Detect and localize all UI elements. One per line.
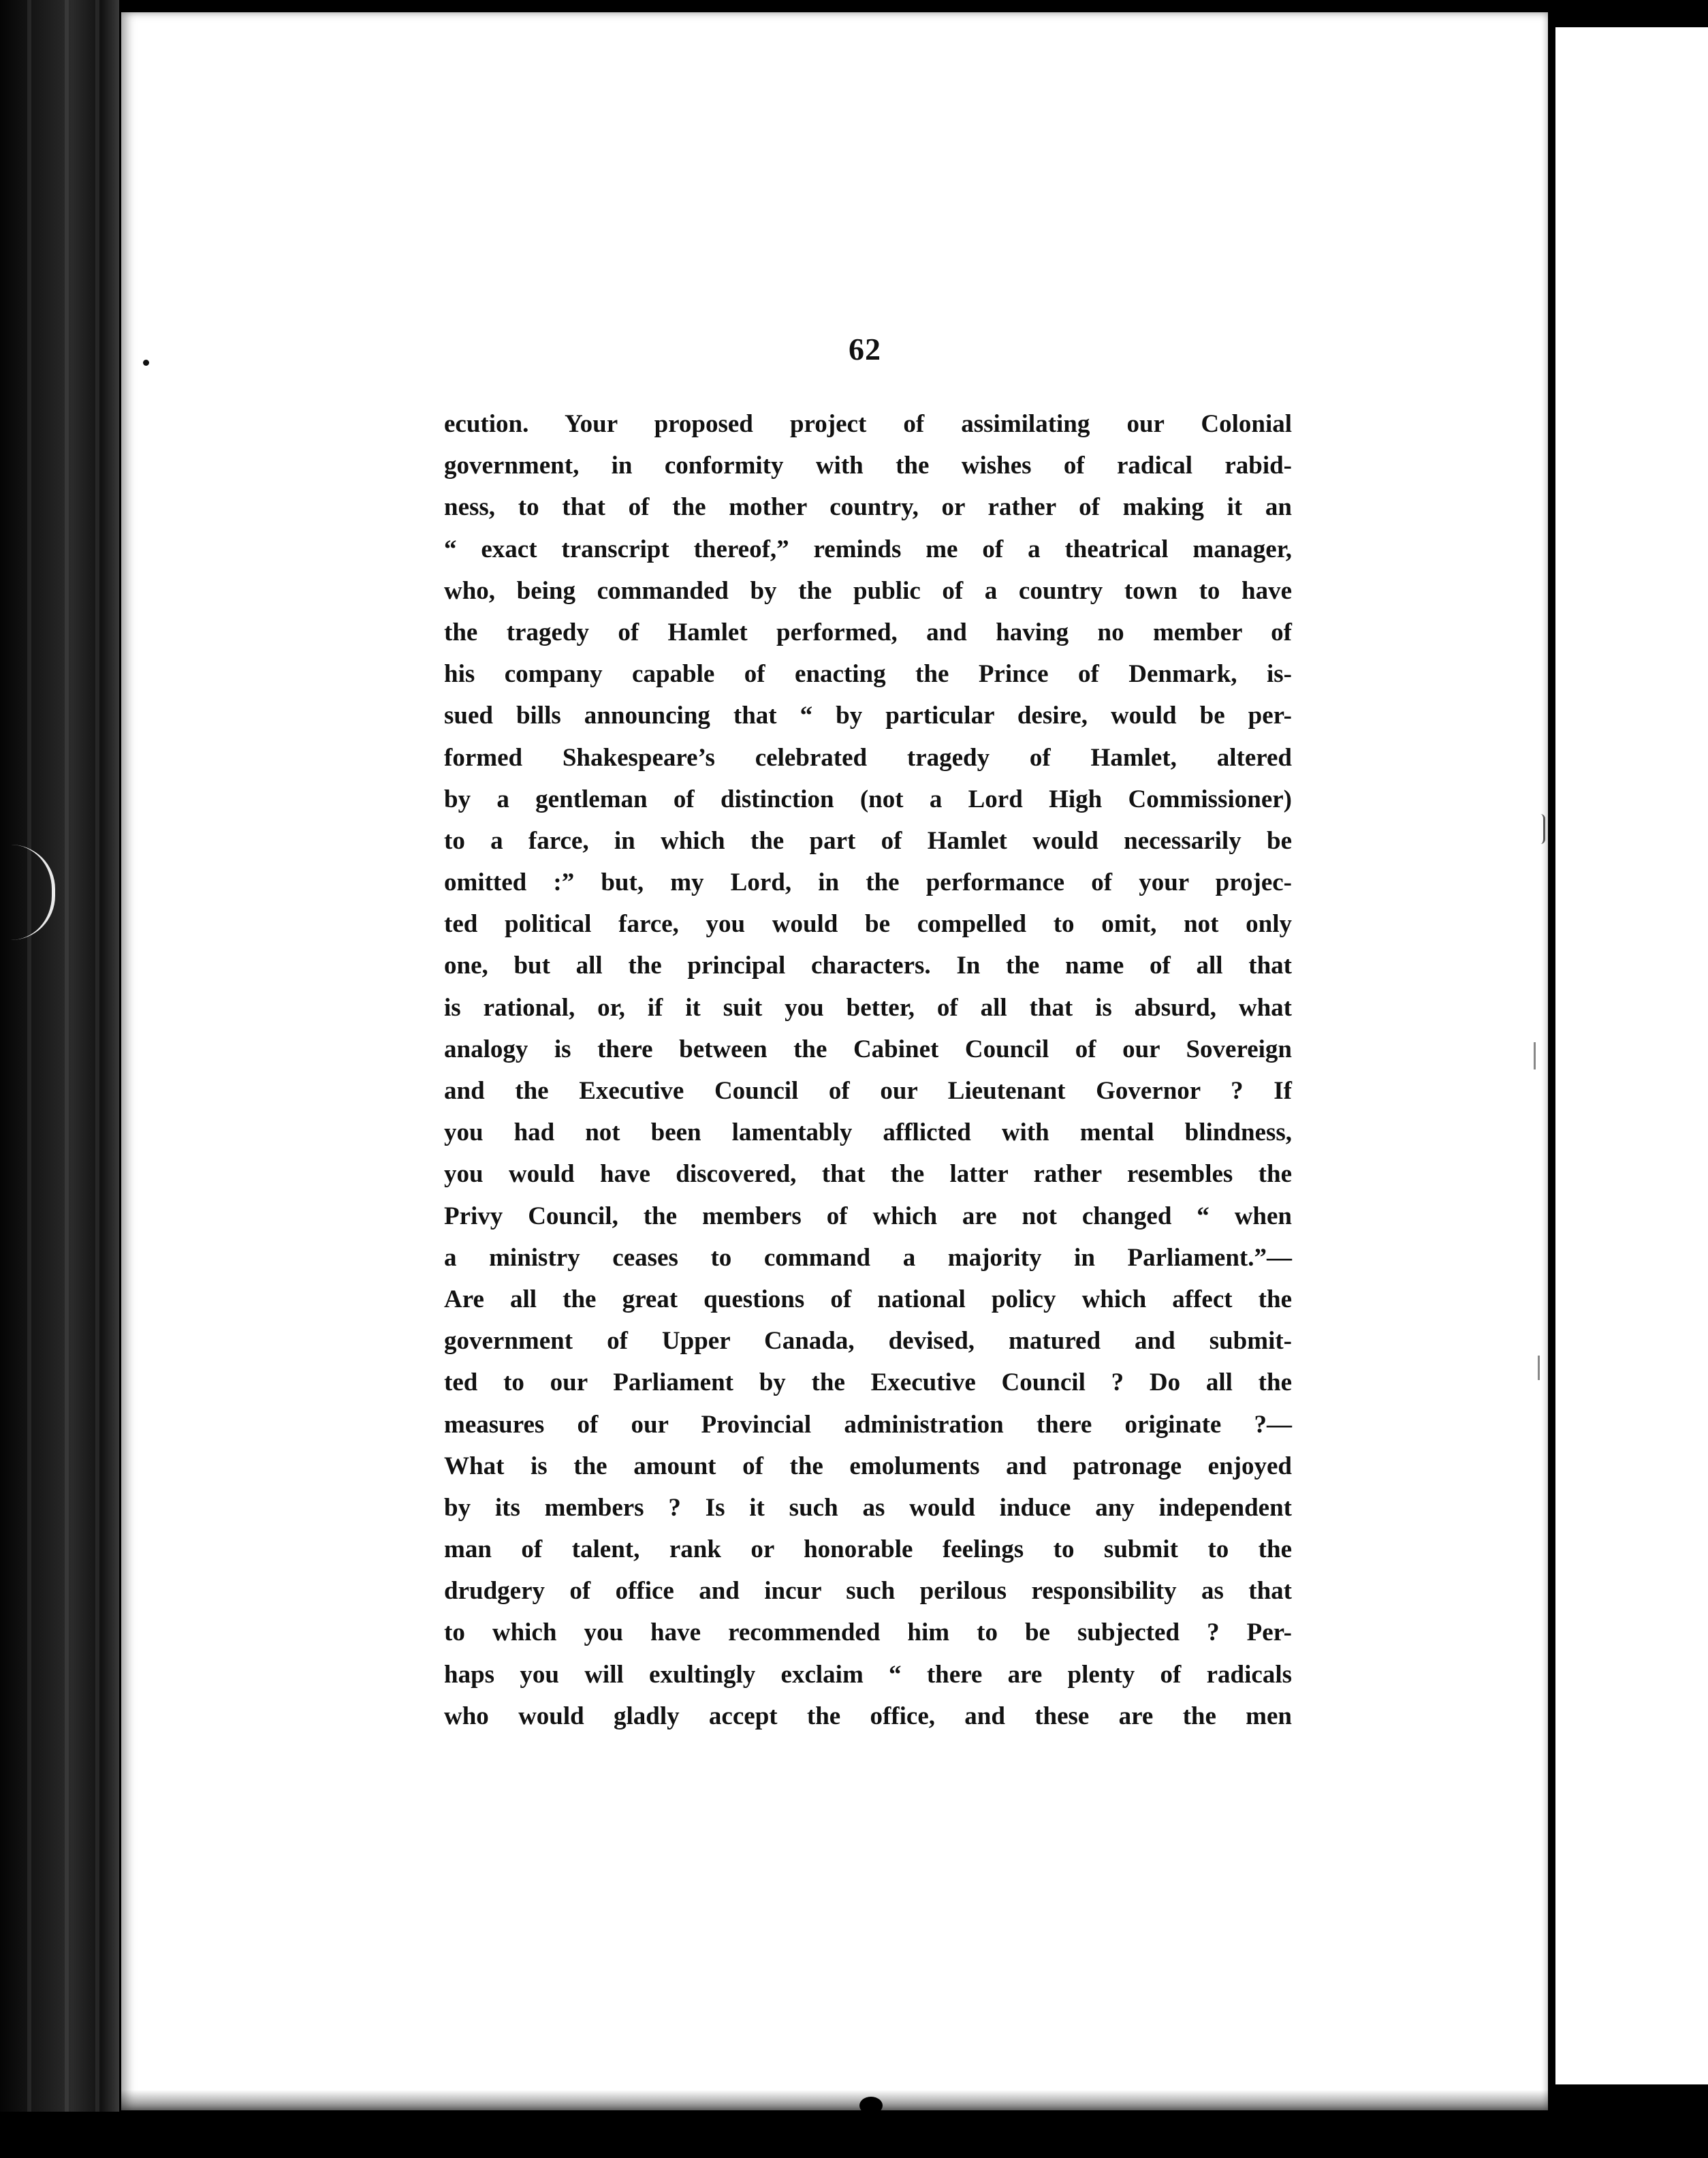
text-line: government of Upper Canada, devised, matured and submit- [444,1327,1292,1356]
text-line: analogy is there between the Cabinet Council of our Sovereign [444,1035,1292,1063]
scan-artifact-tick [1538,1356,1540,1380]
scan-artifact-tick [1534,1042,1536,1069]
text-line: the tragedy of Hamlet performed, and having no member of [444,618,1292,646]
text-line: to a farce, in which the part of Hamlet would necessarily be [444,826,1292,855]
text-line: measures of our Provincial administration there originate ?— [444,1410,1292,1439]
text-line: one, but all the principal characters. In the name of all that [444,952,1292,980]
binding-stripe [65,0,69,2158]
text-line: “ exact transcript thereof,” reminds me of a theatrical manager, [444,535,1292,563]
text-line: haps you will exultingly exclaim “ there are plenty of radicals [444,1660,1292,1689]
text-line: by a gentleman of distinction (not a Lord High Commissioner) [444,785,1292,813]
text-line: and the Executive Council of our Lieutenant Governor ? If [444,1077,1292,1105]
text-line: you would have discovered, that the latter rather resembles the [444,1160,1292,1189]
text-line: sued bills announcing that “ by particular desire, would be per- [444,702,1292,730]
text-line: formed Shakespeare’s celebrated tragedy of Hamlet, altered [444,743,1292,772]
text-line: his company capable of enacting the Prince of Denmark, is- [444,660,1292,689]
scan-bottom-border [0,2112,1708,2158]
page-number: 62 [849,332,881,366]
text-line: Are all the great questions of national policy which affect the [444,1285,1292,1313]
text-line: who, being commanded by the public of a country town to have [444,576,1292,605]
adjacent-page-edge [1555,27,1708,2084]
text-line: ted to our Parliament by the Executive Council ? Do all the [444,1369,1292,1397]
binding-stripe [95,0,99,2158]
scan-artifact-bracket-right [1540,814,1545,844]
book-binding-edge [0,0,119,2158]
text-line: to which you have recommended him to be subjected ? Per- [444,1618,1292,1647]
text-line: who would gladly accept the office, and these are the men [444,1702,1292,1730]
text-line: you had not been lamentably afflicted with mental blindness, [444,1119,1292,1147]
text-line: ted political farce, you would be compelled to omit, not only [444,910,1292,939]
text-line: Privy Council, the members of which are not changed “ when [444,1202,1292,1230]
text-line: government, in conformity with the wishes of radical rabid- [444,452,1292,480]
text-line: ness, to that of the mother country, or rather of making it an [444,493,1292,522]
margin-dot [143,360,149,366]
text-line: is rational, or, if it suit you better, of all that is absurd, what [444,993,1292,1022]
text-line: What is the amount of the emoluments and patronage enjoyed [444,1452,1292,1480]
text-line: drudgery of office and incur such perilous responsibility as that [444,1577,1292,1606]
text-line: ecution. Your proposed project of assimilating our Colonial [444,410,1292,438]
text-line: by its members ? Is it such as would induce any independent [444,1493,1292,1522]
text-line: omitted :” but, my Lord, in the performance of your projec- [444,869,1292,897]
text-line: man of talent, rank or honorable feelings to submit to the [444,1535,1292,1564]
text-line: a ministry ceases to command a majority in Parliament.”— [444,1243,1292,1272]
ink-blot [859,2097,883,2114]
page-text-body [444,403,1292,1737]
binding-stripe [27,0,31,2158]
